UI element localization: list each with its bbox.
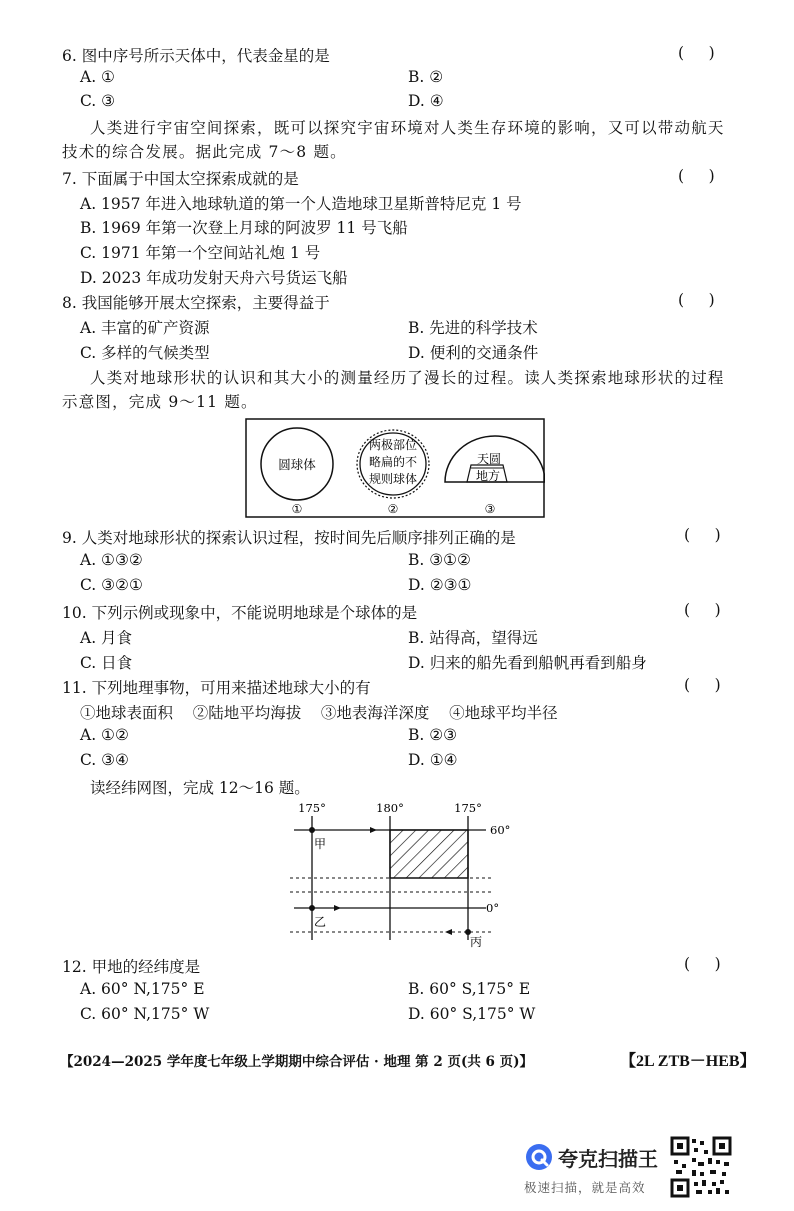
paper-code: 【2L ZTB－HEB】 xyxy=(620,1053,756,1070)
lon-label-175-left: 175° xyxy=(298,801,326,815)
q6-stem: 6. 图中序号所示天体中，代表金星的是 xyxy=(62,47,330,65)
label-yi: 乙 xyxy=(314,915,327,929)
q8-option-c: C. 多样的气候类型 xyxy=(80,344,210,362)
q11-option-b: B. ②③ xyxy=(408,726,458,744)
watermark-title: 夸克扫描王 xyxy=(558,1147,658,1171)
diagram-number-1: ① xyxy=(291,502,303,516)
q12-option-b: B. 60° S,175° E xyxy=(408,980,531,998)
q10-stem: 10. 下列示例或现象中，不能说明地球是个球体的是 xyxy=(62,604,418,622)
shape-label-1: 圆球体 xyxy=(278,457,316,472)
q11-answer-paren: ( ) xyxy=(684,676,721,694)
diagram-number-2: ② xyxy=(387,502,399,516)
q10-answer-paren: ( ) xyxy=(684,601,721,619)
q7-option-c: C. 1971 年第一个空间站礼炮 1 号 xyxy=(80,244,321,262)
q9-stem: 9. 人类对地球形状的探索认识过程，按时间先后顺序排列正确的是 xyxy=(62,529,516,547)
q9-answer-paren: ( ) xyxy=(684,526,721,544)
q9-option-d: D. ②③① xyxy=(408,576,472,594)
q9-option-a: A. ①③② xyxy=(80,551,143,569)
q8-option-b: B. 先进的科学技术 xyxy=(408,319,538,337)
q7-option-d: D. 2023 年成功发射天舟六号货运飞船 xyxy=(80,269,348,287)
q8-answer-paren: ( ) xyxy=(678,291,715,309)
lon-label-180: 180° xyxy=(376,801,404,815)
lat-label-60: 60° xyxy=(490,823,510,837)
lat-long-grid-diagram xyxy=(280,800,510,948)
q11-option-d: D. ①④ xyxy=(408,751,458,769)
q7-option-a: A. 1957 年进入地球轨道的第一个人造地球卫星斯普特尼克 1 号 xyxy=(80,195,522,213)
q9-option-b: B. ③①② xyxy=(408,551,471,569)
q6-answer-paren: ( ) xyxy=(678,44,715,62)
q6-option-a: A. ① xyxy=(80,68,115,86)
label-jia: 甲 xyxy=(314,837,327,851)
q7-answer-paren: ( ) xyxy=(678,167,715,185)
earth-shape-diagram xyxy=(245,418,545,518)
shape-label-3-bot: 地方 xyxy=(475,469,501,483)
page-footer: 【2024—2025 学年度七年级上学期期中综合评估 · 地理 第 2 页(共 6 页)】 xyxy=(60,1054,534,1070)
q8-option-a: A. 丰富的矿产资源 xyxy=(80,319,210,337)
q11-stem: 11. 下列地理事物，可用来描述地球大小的有 xyxy=(62,679,371,697)
arrow-lower xyxy=(445,929,452,935)
q10-option-c: C. 日食 xyxy=(80,654,133,672)
q12-answer-paren: ( ) xyxy=(684,955,721,973)
shape-label-2b: 略扁的不 xyxy=(368,455,418,469)
q8-stem: 8. 我国能够开展太空探索，主要得益于 xyxy=(62,294,330,312)
lat-label-0: 0° xyxy=(486,901,500,915)
diagram-number-3: ③ xyxy=(484,502,496,516)
q6-option-d: D. ④ xyxy=(408,92,444,110)
watermark-subtitle: 极速扫描，就是高效 xyxy=(524,1180,646,1195)
q11-items: ①地球表面积 ②陆地平均海拔 ③地表海洋深度 ④地球平均半径 xyxy=(80,704,558,722)
label-bing: 丙 xyxy=(470,935,483,948)
q7-option-b: B. 1969 年第一次登上月球的阿波罗 11 号飞船 xyxy=(80,219,408,237)
q11-option-a: A. ①② xyxy=(80,726,129,744)
q10-option-a: A. 月食 xyxy=(80,629,133,647)
shaded-region xyxy=(390,830,468,878)
q7-stem: 7. 下面属于中国太空探索成就的是 xyxy=(62,170,299,188)
lon-label-175-right: 175° xyxy=(454,801,482,815)
qr-code-icon xyxy=(670,1136,732,1198)
q8-option-d: D. 便利的交通条件 xyxy=(408,344,539,362)
arrow-equator xyxy=(334,905,341,911)
point-yi xyxy=(309,905,315,911)
shape-label-3-top: 天圆 xyxy=(476,452,502,466)
shape-label-2c: 规则球体 xyxy=(368,472,418,486)
q10-option-d: D. 归来的船先看到船帆再看到船身 xyxy=(408,654,647,672)
arrow-60 xyxy=(370,827,377,833)
q11-option-c: C. ③④ xyxy=(80,751,129,769)
q12-option-d: D. 60° S,175° W xyxy=(408,1005,536,1023)
q6-option-c: C. ③ xyxy=(80,92,116,110)
q12-option-a: A. 60° N,175° E xyxy=(80,980,205,998)
intro-9-11: 人类对地球形状的认识和其大小的测量经历了漫长的过程。读人类探索地球形状的过程示意图，完成 9～11 题。 xyxy=(62,369,725,411)
q6-option-b: B. ② xyxy=(408,68,444,86)
shape-label-2a: 两极部位 xyxy=(368,438,418,452)
intro-12-16: 读经纬网图，完成 12～16 题。 xyxy=(90,779,310,797)
intro-7-8: 人类进行宇宙空间探索，既可以探究宇宙环境对人类生存环境的影响，又可以带动航天技术的综合发展。据此完成 7～8 题。 xyxy=(62,119,725,161)
q10-option-b: B. 站得高，望得远 xyxy=(408,629,538,647)
q12-stem: 12. 甲地的经纬度是 xyxy=(62,958,201,976)
point-jia xyxy=(309,827,315,833)
q12-option-c: C. 60° N,175° W xyxy=(80,1005,210,1023)
scanner-logo-icon xyxy=(524,1142,554,1172)
q9-option-c: C. ③②① xyxy=(80,576,143,594)
